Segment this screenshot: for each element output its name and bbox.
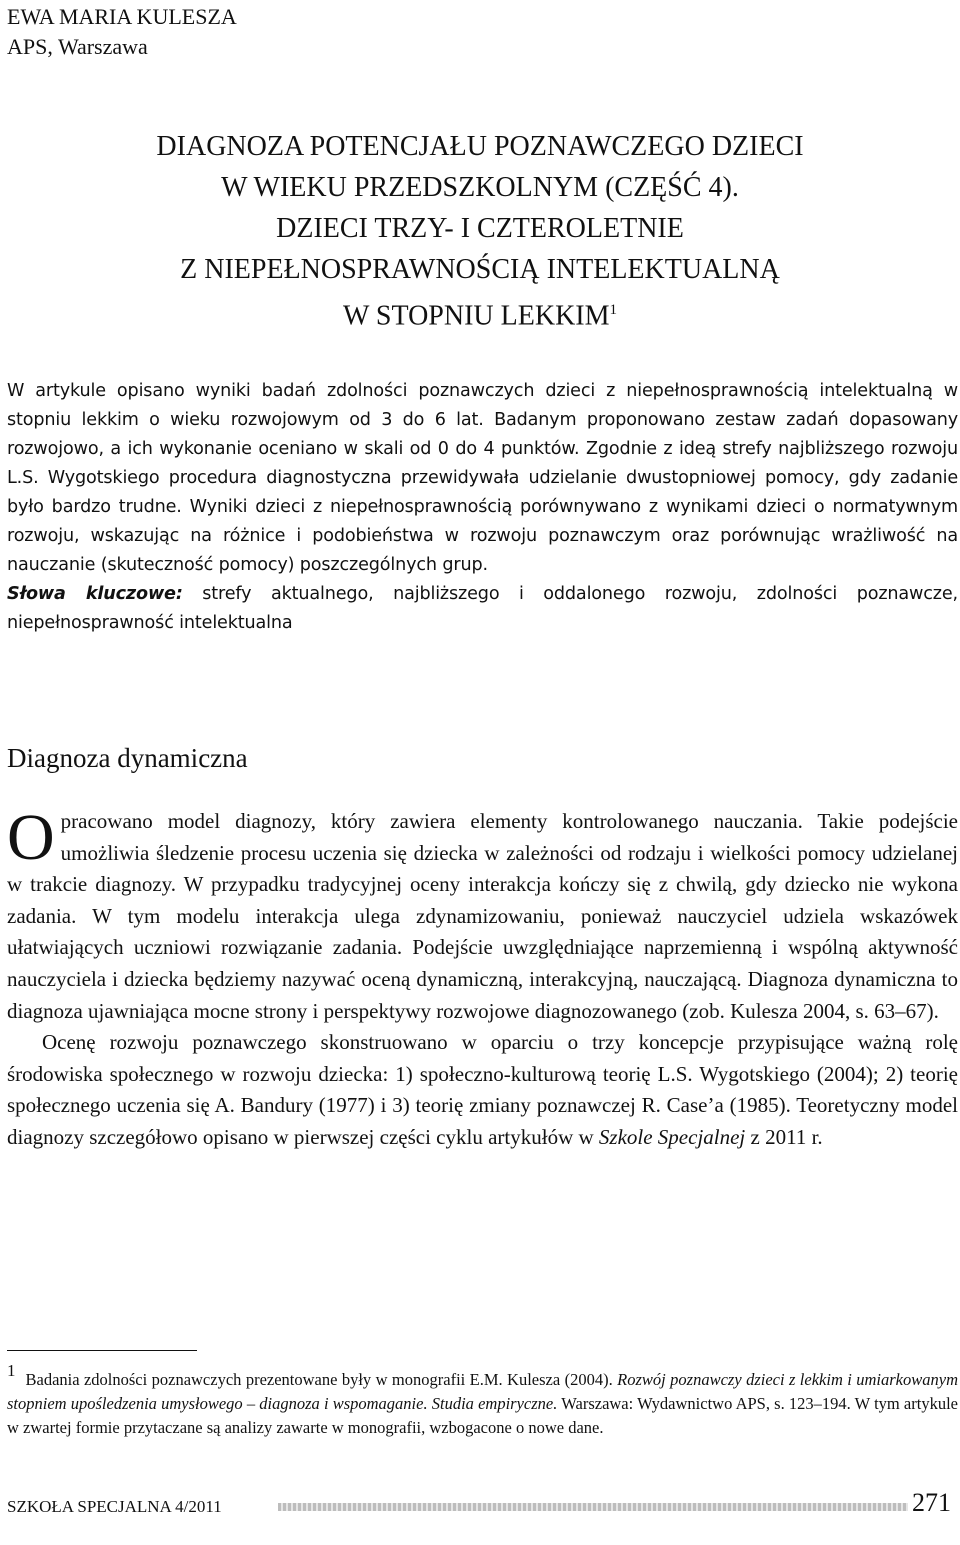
footer-journal-name: SZKOŁA SPECJALNA 4/2011 (7, 1497, 222, 1516)
paragraph-text: pracowano model diagnozy, który zawiera elementy kontrolowanego nauczania. Takie podejście umożliwia śledzenie procesu uczenia się dziecka w zależności od rodzaju i wielkości pomocy udzielanej w trakcie diagnozy. W przypadku tradycyjnej oceny interakcja kończy się z chwilą, gdy dziecko nie wykona zadania. W tym modelu interakcja ulega zdynamizowaniu, ponieważ nauczyciel udziela wskazówek ułatwiających uczniowi rozwiązanie zadania. Podejście uwzględniające naprzemienną i wspólną aktywność nauczyciela i dziecka będziemy nazywać oceną dynamiczną, interakcyjną, nauczającą. Diagnoza dynamiczna to diagnoza ujawniająca mocne strony i perspektywy rozwojowe diagnozowanego (zob. Kulesza 2004, s. 63–67). (7, 809, 958, 1023)
body-text (7, 801, 958, 1154)
book-title-italic: Rozwój poznawczy dzieci z lekkim i umiarkowanym stopniem upośledzenia umysłowego – diagnoza i wspomaganie. Studia empiryczne. (7, 1370, 959, 1413)
keywords-label: Słowa kluczowe: (7, 584, 183, 604)
abstract-text: W artykule opisano wyniki badań zdolności poznawczych dzieci z niepełnosprawnością intelektualną w stopniu lekkim o wieku rozwojowym od 3 do 6 lat. Badanym proponowano zestaw zadań dopasowany rozwojowo, a ich wykonanie oceniano w skali od 0 do 4 punktów. Zgodnie z ideą strefy najbliższego rozwoju L.S. Wygotskiego procedura diagnostyczna przewidywała udzielanie dwustopniowej pomocy, gdy zadanie było bardzo trudne. Wyniki dzieci z niepełnosprawnością porównywano z wynikami dzieci o normatywnym rozwoju, wskazując na różnice i podobieństwa w rozwoju poznawczym oraz porównując wrażliwość na nauczanie (skuteczność pomocy) poszczególnych grup. (7, 381, 958, 575)
title-line: Z NIEPEŁNOSPRAWNOŚCIĄ INTELEKTUALNĄ (180, 254, 780, 285)
footnote-mark: 1 (7, 1361, 16, 1380)
paragraph-text: z 2011 r. (745, 1124, 823, 1149)
paragraph (7, 801, 958, 1027)
footnote (7, 1361, 959, 1439)
footnote-divider (7, 1350, 197, 1351)
title-line-text: W STOPNIU LEKKIM (342, 300, 610, 332)
author-name: EWA MARIA KULESZA (7, 4, 237, 29)
title-line: DZIECI TRZY- I CZTEROLETNIE (276, 213, 684, 244)
keywords-text: strefy aktualnego, najbliższego i oddalonego rozwoju, zdolności poznawcze, niepełnosprawność intelektualna (7, 584, 959, 633)
keywords (7, 580, 958, 638)
footnote-text-part: Badania zdolności poznawczych prezentowane były w monografii E.M. Kulesza (2004). (25, 1370, 618, 1389)
footer-decorative-bar (278, 1503, 908, 1511)
journal-title-italic: Szkole Specjalnej (598, 1124, 746, 1149)
title-line-last (30, 290, 930, 336)
paragraph-text: Ocenę rozwoju poznawczego skonstruowano w oparciu o trzy koncepcje przypisujące ważną rolę środowiska społecznego w rozwoju dziecka: 1) społeczno-kulturową teorię L.S. Wygotskiego (2004); 2) teorię społecznego uczenia się A. Bandury (1977) i 3) teorię zmiany poznawczej R. Case’a (1985). Teoretyczny model diagnozy szczegółowo opisano w pierwszej części cyklu artykułów w (7, 1030, 958, 1149)
footnote-reference[interactable]: 1 (609, 302, 618, 318)
drop-cap: O (7, 801, 55, 874)
title-line: DIAGNOZA POTENCJAŁU POZNAWCZEGO DZIECI (156, 131, 804, 162)
page-number: 271 (912, 1488, 951, 1517)
paragraph (7, 1027, 958, 1153)
footnote-text-part: Warszawa: Wydawnictwo APS, s. 123–194. W tym artykule w zwartej formie przytaczane są analizy zawarte w monografii, wzbogacone o nowe dane. (7, 1393, 958, 1437)
article-title (30, 126, 930, 336)
title-line: W WIEKU PRZEDSZKOLNYM (CZĘŚĆ 4). (221, 172, 739, 203)
abstract (7, 377, 958, 638)
footnote-text (7, 1361, 959, 1439)
section-heading: Diagnoza dynamiczna (7, 743, 248, 773)
author-affiliation: APS, Warszawa (7, 34, 148, 59)
